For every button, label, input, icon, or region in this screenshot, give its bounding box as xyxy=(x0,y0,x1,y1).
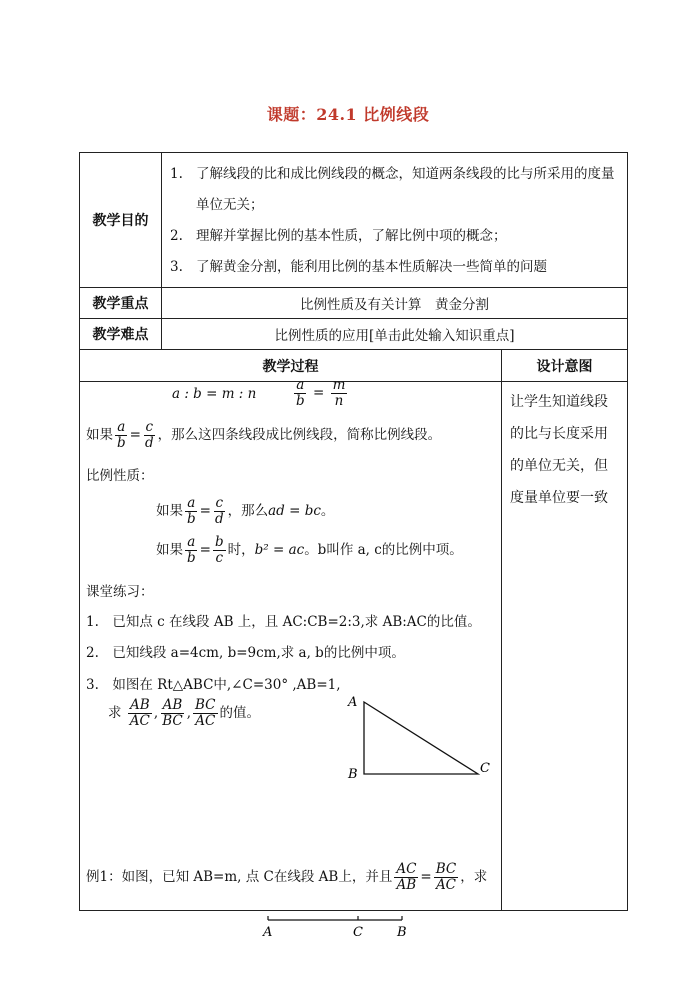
lesson-plan-table xyxy=(79,152,628,911)
triangle-figure xyxy=(342,690,502,786)
exercise-3-question: 求 $\frac{AB}{AC}$ , $\frac{AB}{BC}$ , $\frac{BC}{AC}$ 的值。 xyxy=(108,697,261,729)
triangle-abc xyxy=(364,702,478,774)
goal-cell xyxy=(162,153,628,288)
goal-item: 1. 了解线段的比和成比例线段的概念，知道两条线段的比与所采用的度量单位无关； xyxy=(170,166,615,213)
goal-item: 2. 理解并掌握比例的基本性质，了解比例中项的概念； xyxy=(170,228,507,244)
key-header: 教学重点 xyxy=(80,288,162,319)
label-a: A xyxy=(348,695,358,710)
segment-figure xyxy=(258,912,418,942)
design-text: 让学生知道线段的比与长度采用的单位无关，但度量单位要一致 xyxy=(502,382,628,911)
label-c: C xyxy=(480,761,490,776)
ratio-expression: a : b = m : n xyxy=(172,386,257,402)
label-b: B xyxy=(348,767,358,782)
property-1: 如果 $\frac{a}{b}$ = $\frac{c}{d}$ ，那么ad = bc。 xyxy=(156,495,335,527)
design-header: 设计意图 xyxy=(502,350,628,382)
goal-item: 3. 了解黄金分割，能利用比例的基本性质解决一些简单的问题 xyxy=(170,259,547,275)
exercise-1: 1. 已知点 c 在线段 AB 上，且 AC:CB=2:3,求 AB:AC的比值。 xyxy=(86,614,481,630)
exercise-label: 课堂练习： xyxy=(86,584,154,600)
definition-line: 如果 $\frac{a}{b}$ = $\frac{c}{d}$ ，那么这四条线段成比例线段，简称比例线段。 xyxy=(86,419,442,451)
goal-header: 教学目的 xyxy=(80,153,162,288)
segment-label-a: A xyxy=(263,925,273,940)
example-1: 例1：如图，已知 AB=m, 点 C在线段 AB上，并且 $\frac{AC}{AB}$ = $\frac{BC}{AC}$ ，求 xyxy=(86,861,488,893)
segment-label-c: C xyxy=(353,925,363,940)
difficulty-header: 教学难点 xyxy=(80,319,162,350)
process-header: 教学过程 xyxy=(80,350,502,382)
exercise-3: 3. 如图在 Rt△ABC中,∠C=30° ,AB=1, xyxy=(86,677,341,693)
segment-label-b: B xyxy=(397,925,407,940)
exercise-2: 2. 已知线段 a=4cm, b=9cm,求 a, b的比例中项。 xyxy=(86,645,405,661)
property-label: 比例性质： xyxy=(86,468,154,484)
ratio-fraction: $\frac{a}{b}$ = $\frac{m}{n}$ xyxy=(296,377,346,409)
lesson-title: 课题：24.1 比例线段 xyxy=(266,105,430,124)
key-text: 比例性质及有关计算 黄金分割 xyxy=(162,288,628,319)
difficulty-text: 比例性质的应用[单击此处输入知识重点] xyxy=(162,319,628,350)
property-2: 如果 $\frac{a}{b}$ = $\frac{b}{c}$ 时，b² = ac。b叫作 a, c的比例中项。 xyxy=(156,534,463,566)
